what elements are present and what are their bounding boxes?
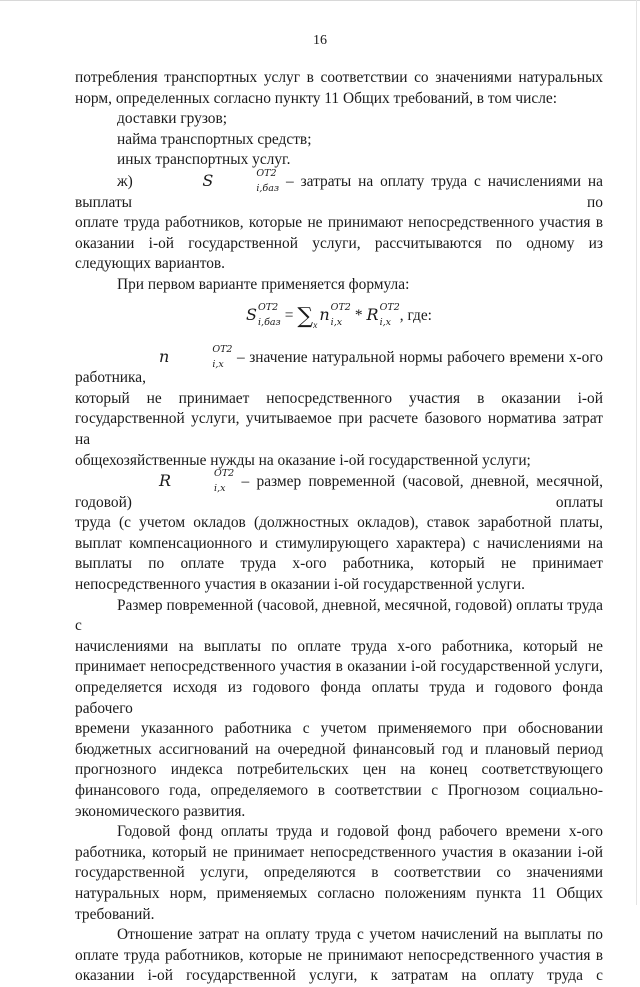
def-r-line-5: непосредственного участия в оказании i-ой государственной услуги. [75, 576, 525, 594]
page-number: 16 [313, 33, 327, 48]
item-zh-line-1 [75, 167, 603, 213]
sum-sign: ∑ [297, 303, 314, 329]
def-n-line-4: общехозяйственные нужды на оказание i-ой государственной услуги; [75, 451, 531, 469]
equals-sign: = [284, 306, 294, 324]
para-size-line: начислениями на выплаты по оплате труда x-ого работника, который не [75, 637, 603, 655]
def-r-line-4: выплаты по оплате труда x-ого работника, который не принимает [75, 555, 603, 573]
def-n-line-1 [75, 343, 603, 389]
para-fund-line: Годовой фонд оплаты труда и годовой фонд рабочего времени x-ого [117, 823, 603, 841]
para-size-line: времени указанного работника с учетом применяемого при обосновании [75, 720, 603, 738]
times-sign: * [354, 306, 363, 324]
formula-lhs: S OT2 i,баз [246, 301, 281, 328]
para-ratio-line: Отношение затрат на оплату труда с учетом начислений на выплаты по [117, 926, 603, 944]
para-size-line: финансового года, определяемого в соответствии с Прогнозом социально- [75, 782, 603, 799]
def-r-line-2: труда (с учетом окладов (должностных окладов), ставок заработной платы, [75, 514, 603, 532]
symbol-n: n OT2 i,x [159, 343, 233, 370]
formula-term-n: n OT2 i,x [319, 301, 351, 328]
sum-index: x [313, 320, 318, 331]
def-r-line-3: выплат компенсационного и стимулирующего характера) с начислениями на [75, 534, 603, 552]
def-n-line-2: который не принимает непосредственного участия в оказании i-ой [75, 389, 603, 407]
para-fund-line: натуральных норм, применяемых согласно положениям пункта 11 Общих [75, 884, 603, 902]
first-variant-text: При первом варианте применяется формула: [117, 275, 410, 293]
item-zh-line-2: оплате труда работников, которые не принимают непосредственного участия в [75, 214, 603, 232]
intro-line-1: потребления транспортных услуг в соответствии со значениями натуральных [75, 69, 603, 86]
def-n-line-3: государственной услуги, учитываемое при расчете базового норматива затрат на [75, 410, 603, 448]
para-size-line: принимает непосредственного участия в оказании i-ой государственной услуги, [75, 658, 603, 676]
para-ratio-line: оказании i-ой государственной услуги, к затратам на оплату труда с [75, 967, 603, 985]
para-ratio-line: оплате труда работников, которые не принимают непосредственного участия в [75, 946, 603, 964]
item-zh-text: – затраты на оплату труда с начислениями на выплаты по [75, 172, 603, 211]
list-item: доставки грузов; [117, 110, 228, 128]
para-size-line: бюджетных ассигнований на очередной финансовый год и плановый период [75, 740, 603, 758]
para-size-line: Размер повременной (часовой, дневной, месячной, годовой) оплаты труда с [75, 596, 603, 635]
para-fund-line: государственной услуги, определяются в соответствии со значениями [75, 864, 603, 882]
item-zh-line-3: оказании i-ой государственной услуги, рассчитываются по одному из [75, 234, 603, 252]
symbol-s-base: S OT2 i,баз [202, 167, 280, 194]
def-r-text: – размер повременной (часовой, дневной, месячной, годовой) оплаты [75, 473, 603, 511]
right-border [636, 0, 637, 905]
list-item: иных транспортных услуг. [117, 151, 291, 169]
item-zh-line-4: следующих вариантов. [75, 255, 226, 273]
para-size-line: прогнозного индекса потребительских цен на конец соответствующего [75, 761, 603, 779]
formula [75, 301, 603, 340]
item-marker: ж) [117, 172, 133, 190]
para-fund-line: требований. [75, 905, 155, 923]
para-fund-line: работника, который не принимает непосредственного участия в оказании i-ой [75, 843, 603, 861]
formula-term-r: R OT2 i,x [366, 301, 400, 328]
intro-line-2: норм, определенных согласно пункту 11 Общих требований, в том числе: [75, 89, 558, 107]
para-size-line: экономического развития. [75, 802, 246, 820]
formula-tail: , где: [399, 306, 432, 324]
def-r-line-1 [75, 468, 603, 513]
def-n-text: – значение натуральной нормы рабочего времени x-ого работника, [75, 348, 603, 387]
symbol-r: R OT2 i,x [159, 468, 235, 495]
list-item: найма транспортных средств; [117, 130, 312, 148]
document-body [75, 68, 603, 987]
para-size-line: определяется исходя из годового фонда оплаты труда и годового фонда рабочего [75, 679, 603, 717]
top-border [0, 0, 640, 1]
